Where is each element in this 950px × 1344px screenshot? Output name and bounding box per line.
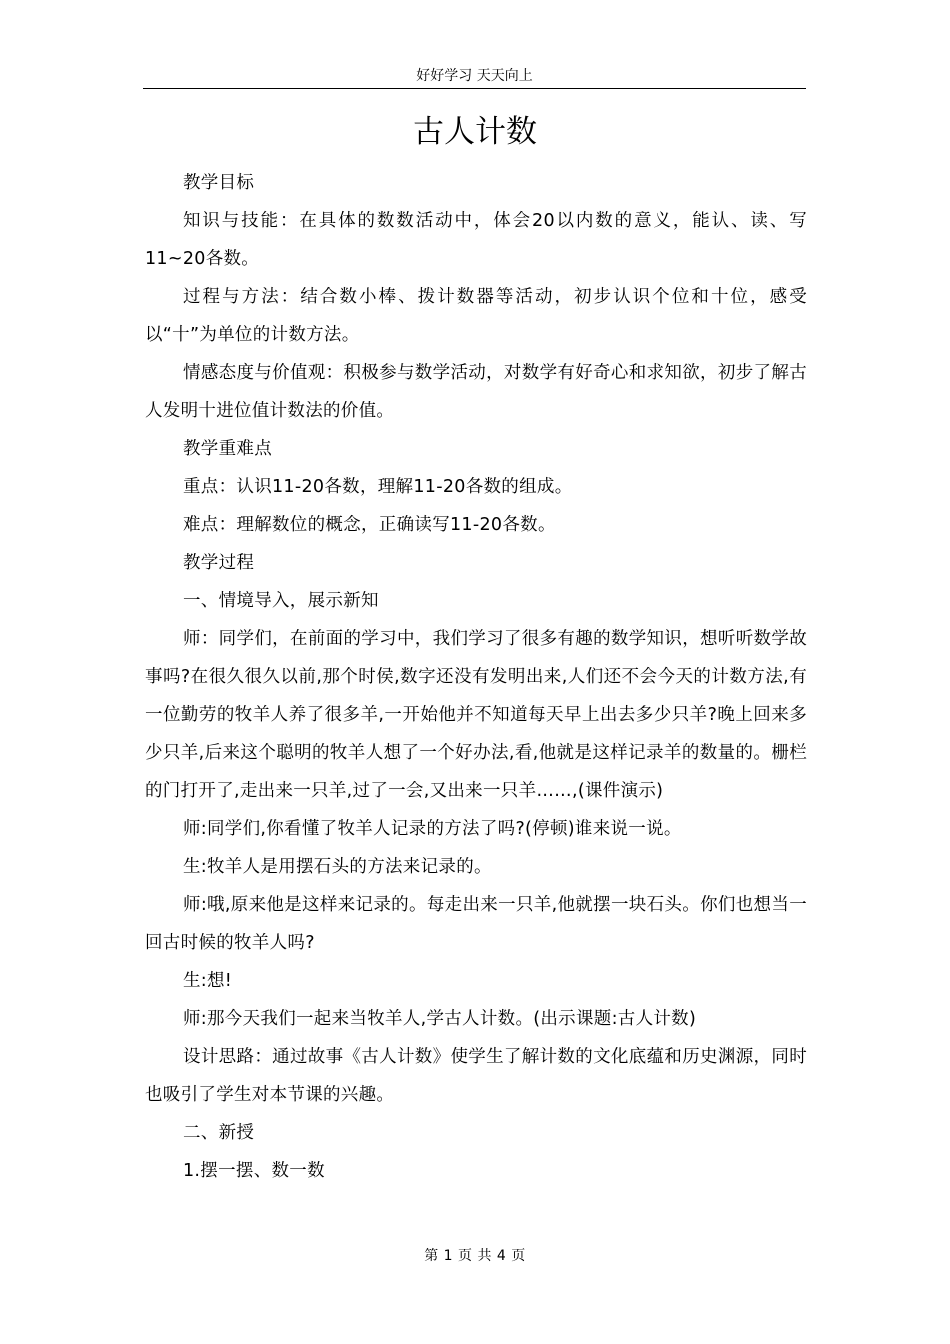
paragraph: 师:哦,原来他是这样来记录的。每走出来一只羊,他就摆一块石头。你们也想当一回古时候的牧羊人吗? [145,895,807,953]
document-title: 古人计数 [413,114,537,150]
page-header: 好好学习 天天向上 [143,66,806,89]
paragraph: 情感态度与价值观：积极参与数学活动，对数学有好奇心和求知欲，初步了解古人发明十进位值计数法的价值。 [145,363,807,421]
paragraph: 一、情境导入，展示新知 [183,591,379,611]
paragraph: 师:同学们,你看懂了牧羊人记录的方法了吗?(停顿)谁来说一说。 [183,819,682,839]
paragraph: 生:想! [183,971,233,991]
paragraph: 难点：理解数位的概念，正确读写11-20各数。 [183,515,556,535]
paragraph: 师:那今天我们一起来当牧羊人,学古人计数。(出示课题:古人计数) [183,1009,697,1029]
paragraph: 知识与技能：在具体的数数活动中，体会20以内数的意义，能认、读、写11~20各数。 [145,211,807,269]
paragraph: 过程与方法：结合数小棒、拨计数器等活动，初步认识个位和十位，感受以“十”为单位的计数方法。 [145,287,807,345]
paragraph: 1.摆一摆、数一数 [183,1161,325,1181]
paragraph: 教学重难点 [183,439,272,459]
paragraph: 生:牧羊人是用摆石头的方法来记录的。 [183,857,492,877]
page-footer: 第 1 页 共 4 页 [424,1248,526,1264]
paragraph: 设计思路：通过故事《古人计数》使学生了解计数的文化底蕴和历史渊源，同时也吸引了学生对本节课的兴趣。 [145,1047,807,1105]
paragraph: 重点：认识11-20各数，理解11-20各数的组成。 [183,477,573,497]
paragraph: 教学过程 [183,553,255,573]
paragraph: 二、新授 [183,1123,255,1143]
paragraph: 师：同学们，在前面的学习中，我们学习了很多有趣的数学知识，想听听数学故事吗?在很久很久以前,那个时侯,数字还没有发明出来,人们还不会今天的计数方法,有一位勤劳的牧羊人养了很多羊,一开始他并不知道每天早上出去多少只羊?晚上回来多少只羊,后来这个聪明的牧羊人想了一个好办法,看,他就是这样记录羊的数量的。栅栏的门打开了,走出来一只羊,过了一会,又出来一只羊……,(课件演示) [145,629,807,801]
document-body [145,164,807,1190]
paragraph: 教学目标 [183,173,255,193]
